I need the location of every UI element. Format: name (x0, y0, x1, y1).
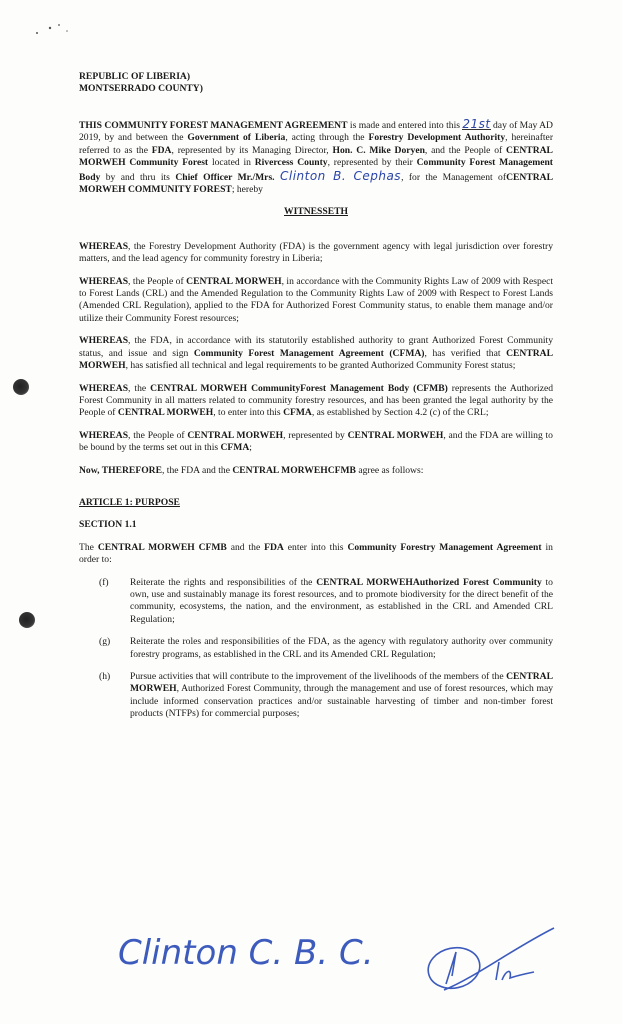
managing-director-name: Hon. C. Mike Doryen (332, 144, 425, 156)
punch-hole-upper (13, 379, 29, 395)
paragraph-text: agree as follows: (355, 464, 424, 476)
punch-hole-lower (19, 612, 35, 628)
agreement-title: THIS COMMUNITY FOREST MANAGEMENT AGREEMENT (79, 120, 348, 131)
list-marker: (h) (99, 671, 111, 682)
bold-term: CENTRAL MORWEH CommunityForest Management Body (CFMB) (150, 382, 448, 394)
therefore-label: Now, THEREFORE (79, 464, 162, 476)
paragraph-text: , the FDA, in accordance with its statutorily established authority to grant Authorized Forest Community status, and issue and sign (79, 335, 553, 359)
bold-term: CENTRAL MORWEH (117, 407, 214, 419)
intro-text: located in (208, 157, 255, 169)
paragraph-text: represents the Authorized Forest Community in all matters related to community forestry resources, and has been granted the legal authority by the People of (79, 382, 554, 419)
list-marker: (g) (99, 636, 111, 648)
paragraph-text: , and the FDA are willing to be bound by the terms set out in this (79, 429, 553, 454)
bold-term: CENTRAL MORWEH (187, 429, 284, 441)
list-item-h (99, 671, 553, 721)
whereas-label: WHEREAS (79, 240, 129, 252)
paragraph-text: , to enter into this (213, 407, 284, 419)
purpose-intro (79, 542, 553, 567)
party-fda: Forestry Development Authority (368, 132, 506, 144)
chief-officer-label: Chief Officer Mr./Mrs. (175, 171, 275, 183)
whereas-paragraph-3 (79, 335, 553, 372)
bold-term: CENTRAL MORWEH (79, 347, 553, 372)
intro-text: ; hereby (231, 184, 263, 196)
paragraph-text: to own, use and sustainably manage its forest resources, and to promote biodiversity for the direct benefit of the community, ecosystems, the nation, and the environment, as established in the CRL and Amended CRL Regulation; (130, 576, 553, 625)
initials-mark (424, 928, 554, 993)
intro-text: , represented by its Managing Director, (171, 144, 333, 156)
community-forest-name: CENTRAL MORWEH Community Forest (79, 144, 553, 169)
handwritten-signature (114, 918, 574, 998)
whereas-label: WHEREAS (79, 275, 129, 287)
whereas-paragraph-4 (79, 383, 553, 420)
bold-term: Community Forest Management Agreement (CFMA) (193, 347, 425, 359)
section-heading: SECTION 1.1 (79, 519, 137, 531)
whereas-paragraph-1 (79, 241, 553, 266)
whereas-label: WHEREAS (79, 429, 129, 441)
bold-term: CENTRAL MORWEHAuthorized Forest Community (316, 576, 542, 588)
whereas-label: WHEREAS (79, 335, 129, 347)
party-government: Government of Liberia (187, 132, 286, 144)
handwritten-officer-name: Clinton B. Cephas (279, 168, 402, 183)
list-item-f (99, 577, 553, 627)
whereas-label: WHEREAS (79, 382, 129, 394)
signature-text: Clinton C. B. C. (118, 933, 374, 973)
intro-text: , for the Management of (401, 171, 507, 183)
paragraph-text: , the FDA and the (162, 464, 233, 476)
paragraph-text: , has satisfied all technical and legal requirements to be granted Authorized Community Forest status; (125, 360, 516, 372)
intro-text: , acting through the (285, 132, 369, 144)
paragraph-text: , the People of (128, 429, 188, 441)
paragraph-text: ; (249, 442, 252, 454)
intro-text: is made and entered into this (347, 120, 463, 131)
therefore-paragraph (79, 465, 553, 477)
paragraph-text: , the Forestry Development Authority (FDA) is the government agency with legal jurisdiction over forestry matters, and the lead agency for community forestry in Liberia; (79, 240, 553, 265)
paragraph-text: , as established by Section 4.2 (c) of the CRL; (311, 407, 489, 419)
paragraph-text: in order to: (79, 541, 553, 566)
bold-term: CENTRAL MORWEH CFMB (97, 541, 227, 553)
list-marker: (f) (99, 576, 109, 588)
paragraph-text: Reiterate the roles and responsibilities of the FDA, as the agency with regulatory authority over community forestry programs, as established in the CRL and its Amended CRL Regulation; (130, 636, 553, 660)
handwritten-date: 21st (462, 117, 491, 131)
agreement-body (79, 71, 553, 731)
fda-abbrev: FDA (151, 144, 172, 156)
header-line-republic: REPUBLIC OF LIBERIA) (79, 71, 191, 82)
paragraph-text: Reiterate the rights and responsibilities of the (130, 576, 317, 588)
bold-term: CENTRAL MORWEHCFMB (232, 464, 356, 476)
bold-term: CENTRAL MORWEH (347, 429, 444, 441)
paragraph-text: enter into this (283, 541, 348, 553)
whereas-paragraph-2 (79, 276, 553, 326)
document-header (79, 71, 553, 95)
witnesseth-heading: WITNESSETH (284, 206, 348, 218)
bold-term: CFMA (220, 442, 250, 454)
bold-term: FDA (264, 541, 284, 553)
intro-paragraph (79, 119, 553, 196)
forest-name: CENTRAL MORWEH COMMUNITY FOREST (79, 171, 553, 196)
intro-text: by and thru its (100, 171, 176, 183)
paragraph-text: and the (226, 541, 265, 553)
paragraph-text: Pursue activities that will contribute to the improvement of the livelihoods of the members of the (130, 671, 507, 682)
paragraph-text: , the (128, 382, 151, 394)
bold-term: Community Forestry Management Agreement (347, 541, 542, 553)
intro-text: , represented by their (327, 157, 417, 169)
intro-text: , and the People of (424, 144, 507, 156)
management-body-name: Community Forest Management Body (79, 157, 553, 183)
list-item-g (99, 636, 553, 661)
bold-term: CFMA (283, 407, 312, 419)
header-line-county: MONTSERRADO COUNTY) (79, 83, 203, 94)
paragraph-text: The (79, 541, 98, 553)
bold-term: CENTRAL MORWEH (130, 671, 553, 695)
scan-speckles (34, 21, 74, 37)
paragraph-text: , represented by (283, 429, 348, 441)
whereas-paragraph-5 (79, 430, 553, 455)
county-name: Rivercess County (254, 157, 328, 169)
paragraph-text: , in accordance with the Community Rights Law of 2009 with Respect to Forest Lands (CRL) and the Amended Regulation to the Community Rights Law of 2009 with Respect to Forest Lands (Amended CRL Regulation), applied to the FDA for Authorized Forest Community status, to enable them manage and/or utilize their Community Forest resources; (79, 275, 553, 324)
intro-text: , hereinafter referred to as the (79, 132, 554, 156)
bold-term: CENTRAL MORWEH (186, 275, 282, 287)
paragraph-text: , the People of (128, 275, 187, 287)
paragraph-text: , has verified that (424, 347, 507, 359)
article-heading: ARTICLE 1: PURPOSE (79, 496, 180, 508)
intro-text: day of May AD 2019, by and between the (79, 120, 553, 144)
paragraph-text: , Authorized Forest Community, through the management and use of forest resources, which may include informed conservation practices and/or sustainable harvesting of timber and non-timber forest products (NTFPs) for commercial purposes; (130, 683, 553, 720)
